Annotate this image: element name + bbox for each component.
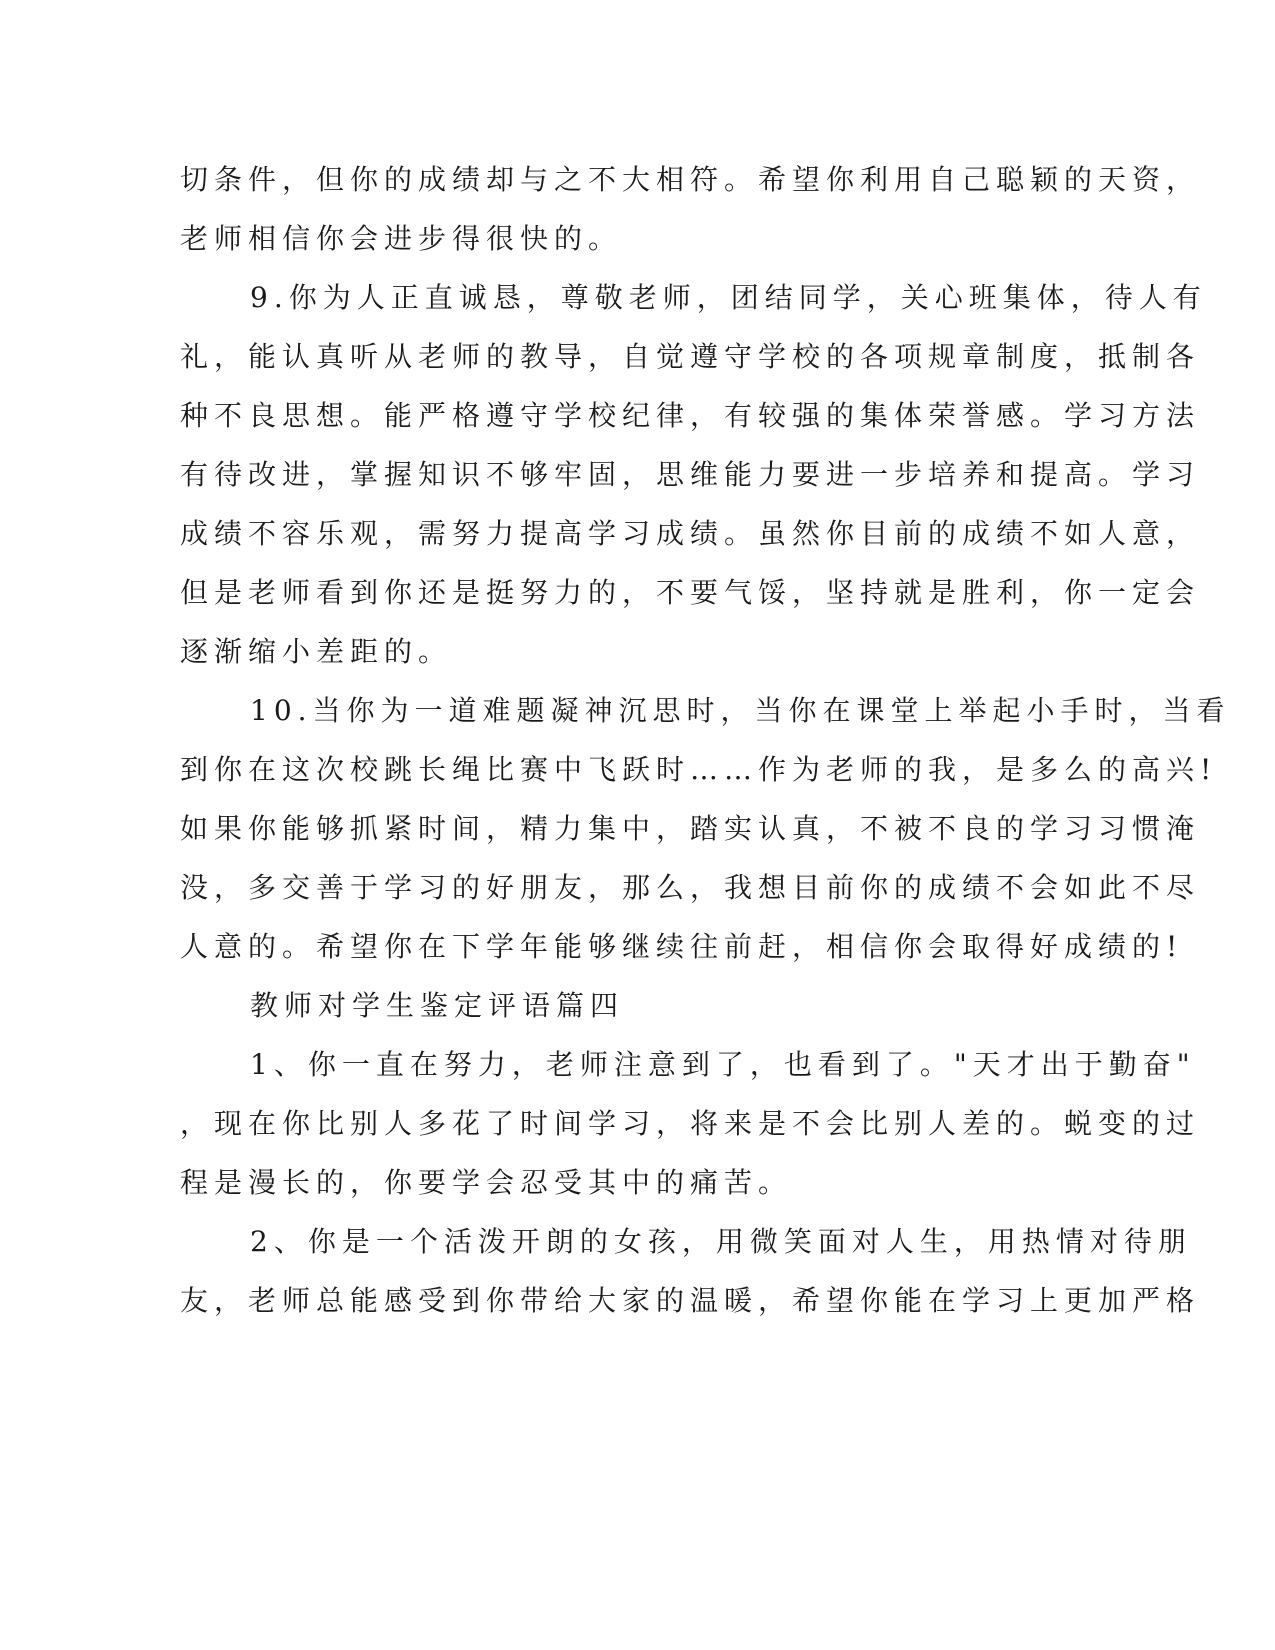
paragraph-1-start: 1、你一直在努力，老师注意到了，也看到了。"天才出于勤奋" xyxy=(250,1048,1196,1081)
text-line: 没，多交善于学习的好朋友，那么，我想目前你的成绩不会如此不尽 xyxy=(180,871,1201,904)
paragraph-2-start: 2、你是一个活泼开朗的女孩，用微笑面对人生，用热情对待朋 xyxy=(250,1225,1192,1258)
section-heading: 教师对学生鉴定评语篇四 xyxy=(250,989,625,1022)
text-line: 逐渐缩小差距的。 xyxy=(180,635,453,668)
text-line: 切条件，但你的成绩却与之不大相符。希望你利用自己聪颖的天资， xyxy=(180,163,1201,196)
text-line: 到你在这次校跳长绳比赛中飞跃时……作为老师的我，是多么的高兴! xyxy=(180,753,1218,786)
paragraph-10-start: 10.当你为一道难题凝神沉思时，当你在课堂上举起小手时，当看 xyxy=(250,694,1231,727)
text-line: ，现在你比别人多花了时间学习，将来是不会比别人差的。蜕变的过 xyxy=(180,1107,1201,1140)
text-line: 程是漫长的，你要学会忍受其中的痛苦。 xyxy=(180,1166,793,1199)
text-line: 有待改进，掌握知识不够牢固，思维能力要进一步培养和提高。学习 xyxy=(180,458,1201,491)
paragraph-9-start: 9.你为人正直诚恳，尊敬老师，团结同学，关心班集体，待人有 xyxy=(250,281,1207,314)
text-line: 但是老师看到你还是挺努力的，不要气馁，坚持就是胜利，你一定会 xyxy=(180,576,1201,609)
text-line: 友，老师总能感受到你带给大家的温暖，希望你能在学习上更加严格 xyxy=(180,1284,1201,1317)
text-line: 如果你能够抓紧时间，精力集中，踏实认真，不被不良的学习习惯淹 xyxy=(180,812,1201,845)
text-line: 成绩不容乐观，需努力提高学习成绩。虽然你目前的成绩不如人意， xyxy=(180,517,1201,550)
text-line: 人意的。希望你在下学年能够继续往前赶，相信你会取得好成绩的! xyxy=(180,930,1184,963)
text-line: 老师相信你会进步得很快的。 xyxy=(180,222,623,255)
text-line: 礼，能认真听从老师的教导，自觉遵守学校的各项规章制度，抵制各 xyxy=(180,340,1201,373)
text-line: 种不良思想。能严格遵守学校纪律，有较强的集体荣誉感。学习方法 xyxy=(180,399,1201,432)
